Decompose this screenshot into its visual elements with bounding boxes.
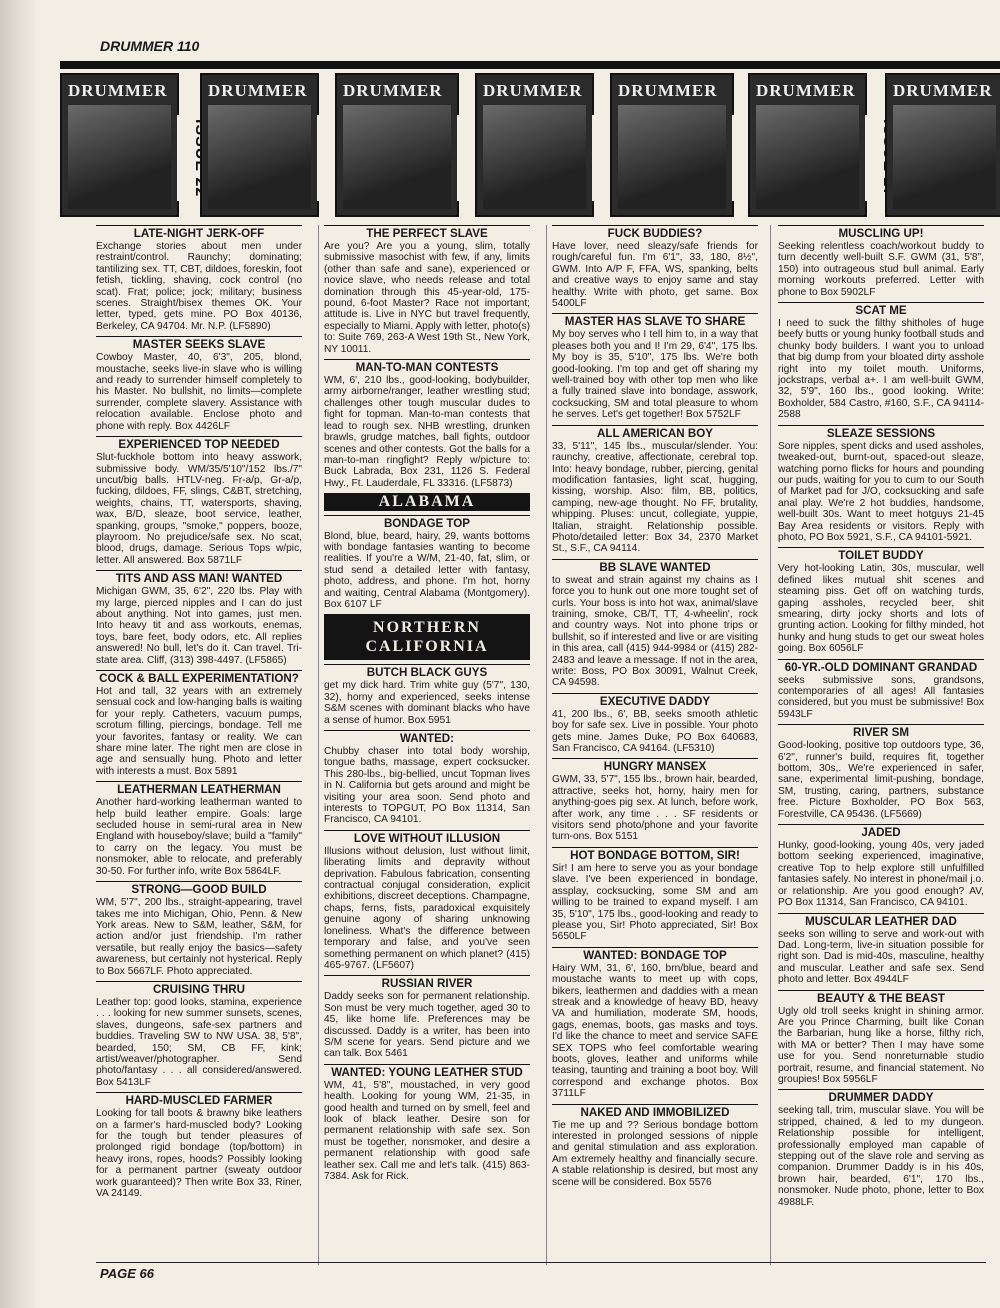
magazine-cover [748, 73, 867, 217]
classified-ad [324, 664, 530, 726]
classified-ad [324, 730, 530, 826]
ad-body: Sir! I am here to serve you as your bondage slave. I've been experienced in bondage, assplay, cocksucking, some SM and am willing to be trained to expand myself. I am 35, 5'10", 175 lbs., good-looking and ready to please you, Sir! Photo appreciated, Sir! Box 5650LF [552, 862, 758, 943]
ad-headline: COCK & BALL EXPERIMENTATION? [96, 670, 302, 685]
magazine-cover [475, 73, 594, 217]
ad-headline: BB SLAVE WANTED [552, 559, 758, 574]
cover-masthead: DRUMMER [68, 81, 168, 100]
page-number: PAGE 66 [100, 1266, 154, 1281]
cover-photo [618, 105, 726, 209]
classified-ad [552, 947, 758, 1100]
ad-headline: FUCK BUDDIES? [552, 225, 758, 240]
region-header-northern-california [324, 614, 530, 660]
ad-body: Good-looking, positive top outdoors type, 36, 6'2", runner's build, requires fit, together bottom, 30s,. We're experienced in safer, sane, experimental limit-pushing, bondage, SM, trusting, caring, partners, substance free. Picture Boxholder, PO Box 563, Forestville, CA 95436. (LF5669) [778, 740, 984, 820]
magazine-cover [200, 73, 319, 217]
ad-body: Have lover, need sleazy/safe friends for rough/careful fun. I'm 6'1", 33, 180, 8½", GWM. Into A/P F, FFA, WS, spanking, belts and creative ways to enjoy same and stay healthy. Write with photo, get same. Box 5400LF [552, 241, 758, 310]
ad-headline: LOVE WITHOUT ILLUSION [324, 830, 530, 845]
classified-ad [778, 724, 984, 820]
classified-ad [324, 830, 530, 971]
ad-headline: SLEAZE SESSIONS [778, 425, 984, 440]
classified-ad [324, 225, 530, 355]
column-rule [318, 225, 319, 1265]
ad-headline: HARD-MUSCLED FARMER [96, 1092, 302, 1107]
ad-body: seeks submissive sons, grandsons, contemporaries of all ages! All fantasies considered, but you must be submissive! Box 5943LF [778, 674, 984, 720]
cover-strip [60, 55, 1000, 215]
ad-headline: SCAT ME [778, 302, 984, 317]
region-line-2: CALIFORNIA [365, 638, 489, 656]
column-rule [546, 225, 547, 1265]
column-3 [552, 225, 758, 1192]
ad-body: seeks son willing to serve and work-out with Dad. Long-term, live-in situation possible for right son. Dad is mid-40s, masculine, healthy and muscular. Leather and safe sex. Send photo and letter. Box 4944LF [778, 928, 984, 986]
footer-rule [96, 1262, 986, 1263]
ad-body: Michigan GWM, 35, 6'2", 220 lbs. Play with my large, pierced nipples and I can do just about anything. Not into games, just men. Into heavy tit and ass workouts, enemas, toys, bare feet, body odors, etc. All replies answered! No bull, let's do it. Can travel. Tri-state area. Cliff, (313) 398-4497. (LF5865) [96, 586, 302, 666]
cover-masthead: DRUMMER [893, 81, 993, 100]
ad-body: WM, 5'7", 200 lbs., straight-appearing, travel takes me into Michigan, Ohio, Penn. & New York areas. New to S&M, leather, S&M, for action and/or just friendship. I'm rather versatile, but really enjoy the basics—safety awareness, but certainly not hysterical. Reply to Box 5667LF. Photo appreciated. [96, 897, 302, 977]
ad-headline: LATE-NIGHT JERK-OFF [96, 225, 302, 240]
classified-ad [96, 881, 302, 977]
ad-headline: DRUMMER DADDY [778, 1089, 984, 1104]
ad-body: to sweat and strain against my chains as I force you to hunk out one more tought set of curls. Your boss is into hot wax, animal/slave training, smoke, CB/T, TT, 4-wheelin', rock and country ways. Not into phone trips or bullshit, so if interested and live or are visiting in this area, call (415) 944-9984 or (415) 282-2483 and leave a message. If not in the area, write: Boss, PO Box 30091, Walnut Creek, CA 94598. [552, 574, 758, 689]
ad-headline: EXECUTIVE DADDY [552, 693, 758, 708]
classified-ad [324, 515, 530, 611]
page-binding [0, 0, 40, 1308]
cover-photo [483, 105, 586, 209]
magazine-cover [610, 73, 734, 217]
ad-body: Tie me up and ?? Serious bondage bottom interested in prolonged sessions of nipple and genital stimulation and ass exploration. Am extremely healthy and financially secure. A stable relationship is desired, but most any scene will be considered. Box 5576 [552, 1119, 758, 1188]
ad-body: 33, 5'11", 145 lbs., muscular/slender. You: raunchy, creative, affectionate, cerebral top. Into: heavy bondage, rubber, piercing, genital modification fantasies, light scat, hugging, kissing, worship. Also: film, BB, politics, camping, new-age thought. No FF, brutality, whipping. Pluses: uncut, collegiate, yuppie, Italian, straight. Relationship possible. Photo/detailed letter: Box 34, 2370 Market St., S.F., CA 94114. [552, 440, 758, 555]
ad-headline: MUSCULAR LEATHER DAD [778, 913, 984, 928]
ad-body: Sore nipples, spent dicks and used assholes, tweaked-out, burnt-out, spaced-out sleaze, watching porno flicks for hours and pounding our puds, waiting for you to cum to our South of Market pad for J/O, cocksucking and safe anal play. We're 2 hot buddies, handsome, well-built 30s. Want to meet hotguys 21-45 Bay Area residents or visitors. Reply with photo, PO Box 5921, S.F., CA 94101-5921. [778, 440, 984, 543]
ad-headline: BONDAGE TOP [324, 515, 530, 530]
cover-masthead: DRUMMER [483, 81, 583, 100]
classified-ad [96, 436, 302, 566]
ad-headline: BUTCH BLACK GUYS [324, 664, 530, 679]
ad-body: Hot and tall, 32 years with an extremely sensual cock and low-hanging balls is waiting for your reply. Catheters, vacuum pumps, scrotum filling, piercings, bondage. Tell me your favorites, fantasy or reality. We can share mine later. The right men are close in age and sensually hung. Photo and letter with interests a must. Box 5891 [96, 686, 302, 777]
column-4 [778, 225, 984, 1212]
ad-body: 41, 200 lbs., 6', BB, seeks smooth athletic boy for safe sex. Live in possible. Your photo gets mine. James Duke, PO Box 640683, San Francisco, CA 94164. (LF5310) [552, 708, 758, 755]
ad-headline: 60-YR.-OLD DOMINANT GRANDAD [778, 659, 984, 674]
cover-photo [208, 105, 311, 209]
classified-ad [552, 758, 758, 842]
ad-headline: WANTED: YOUNG LEATHER STUD [324, 1064, 530, 1079]
ad-body: Ugly old troll seeks knight in shining armor. Are you Prince Charming, built like Conan the Barbarian, hung like a horse, filthy rich, with MA or better? Then I may have some use for you. Send nonreturnable studio portrait, resume, and financial statement. No groupies! Box 5956LF [778, 1005, 984, 1085]
classified-ad [96, 225, 302, 332]
column-rule [770, 225, 771, 1265]
classified-ad [778, 425, 984, 544]
cover-masthead: DRUMMER [208, 81, 308, 100]
ad-headline: LEATHERMAN LEATHERMAN [96, 781, 302, 796]
classified-ad [778, 302, 984, 421]
classified-ad [324, 359, 530, 489]
ad-body: Seeking relentless coach/workout buddy to turn decently well-built S.F. GWM (31, 5'8", 150) into outrageous stud bull animal. Early morning workouts preferred. Letter with phone to Box 5902LF [778, 241, 984, 298]
classified-ad [778, 1089, 984, 1208]
ad-headline: BEAUTY & THE BEAST [778, 990, 984, 1005]
classified-ad [552, 693, 758, 755]
ad-body: Illusions without delusion, lust without limit, liberating limits and depravity without deprivation. Fabulous fabrication, consenting contractual conjugal consideration, explicit exhibitions, discreet deceptions. Champagne, chaps, ferns, fists, paradoxical exquisitely genuine agony of sharing unknowing loneliness. What's the difference between temporary and false, and you've seen something permanent on which planet? (415) 465-9767. (LF5607) [324, 845, 530, 971]
cover-strip-band [60, 61, 1000, 69]
classified-ad [778, 547, 984, 654]
ad-headline: THE PERFECT SLAVE [324, 225, 530, 240]
classified-ad [96, 570, 302, 666]
ad-body: WM, 41, 5'8", moustached, in very good health. Looking for young WM, 21-35, in good health and turned on by smell, feel and look of black leather. Desire son for permanent relationship with safe sex. Son must be together, nonsmoker, and desire a permanent relationship with good safe leather sex. Call me and let's talk. (415) 863-7384. Ask for Rick. [324, 1079, 530, 1182]
ad-body: Daddy seeks son for permanent relationship. Son must be very much together, aged 30 to 45, like home life. Preferences may be discussed. Daddy is a writer, has been into S/M scene for years. Send picture and we can talk. Box 5461 [324, 991, 530, 1060]
ad-body: GWM, 33, 5'7", 155 lbs., brown hair, bearded, attractive, seeks hot, horny, hairy men for anything-goes pig sex. At lunch, before work, after work, any time . . . SF residents or visitors send photo/phone and your favorite turn-ons. Box 5151 [552, 774, 758, 843]
ad-headline: WANTED: BONDAGE TOP [552, 947, 758, 962]
cover-photo [893, 105, 996, 209]
ad-body: My boy serves who I tell him to, in a way that pleases both you and I! I'm 29, 6'4", 175 lbs. My boy is 35, 5'10", 175 lbs. We're both good-looking. I'm top and get off sharing my well-trained boy with other top men who like a fully trained slave into bondage, asswork, cocksucking, SM and total pleasure to whom he serves. Let's get together! Box 5752LF [552, 329, 758, 421]
ad-body: Leather top: good looks, stamina, experience . . . looking for new summer sunsets, scenes, slaves, dungeons, safe-sex partners and buddies. Traveling SW to NW USA. 38, 5'8", bearded, 150; SM, CB FF, kink; artist/weaver/photographer. Send photo/fantasy . . . all considered/answered. Box 5413LF [96, 996, 302, 1088]
ad-headline: JADED [778, 824, 984, 839]
classified-ad [552, 1104, 758, 1188]
ad-headline: CRUISING THRU [96, 981, 302, 996]
classified-ad [324, 1064, 530, 1183]
column-1 [96, 225, 302, 1203]
classified-ad [778, 990, 984, 1086]
magazine-cover [335, 73, 459, 217]
classified-ad [552, 559, 758, 689]
magazine-cover [885, 73, 1000, 217]
classified-ad [552, 225, 758, 309]
ad-body: seeking tall, trim, muscular slave. You will be stripped, chained, & led to my dungeon. Relationship possible for intelligent, professionally employed man capable of stepping out of the slave role and serving as companion. Drummer Daddy is in his 40s, brown hair, bearded, 6'1", 170 lbs., nonsmoker. Nude photo, phone, letter to Box 4988LF. [778, 1105, 984, 1208]
column-2 [324, 225, 530, 1186]
page-header: DRUMMER 110 [100, 38, 200, 54]
ad-headline: TOILET BUDDY [778, 547, 984, 562]
classified-ad [552, 425, 758, 555]
ad-headline: RUSSIAN RIVER [324, 975, 530, 990]
cover-photo [343, 105, 451, 209]
classified-ad [778, 659, 984, 721]
ad-body: Looking for tall boots & brawny bike leathers on a farmer's hard-muscled body? Looking for the tough but tender pleasures of prolonged rigid bondage (top/bottom) in heavy irons, ropes, hoods? Possibly looking for a permanent partner (sweaty outdoor work guaranteed)? Then write Box 33, Riner, VA 24149. [96, 1108, 302, 1200]
ad-body: WM, 6', 210 lbs., good-looking, bodybuilder, army airborne/ranger, leather wrestling stud; challenges other tough muscular dudes to fight for topman. Man-to-man contests that lead to rough sex. NHB wrestling, drunken brawls, grudge matches, ball fights, outdoor scenes and other contests. Got the balls for a man-to-man ringfight? Reply w/picture to: Buck Labrada, Box 231, 1126 S. Federal Hwy., Ft. Lauderdale, FL 33316. (LF5873) [324, 375, 530, 489]
classified-ad [778, 824, 984, 908]
classified-ad [96, 1092, 302, 1199]
cover-masthead: DRUMMER [756, 81, 856, 100]
ad-headline: HOT BONDAGE BOTTOM, SIR! [552, 847, 758, 862]
ad-body: Slut-fuckhole bottom into heavy asswork, submissive body. WM/35/5'10"/152 lbs./7" uncut/big balls. HTLV-neg. Fr-a/p, Gr-a/p, fucking, dildoes, FF, slings, C&BT, stretching, weights, chains, TT, watersports, shaving, wax, B/D, sleaze, boot service, leather, spanking, groups, "smoke," poppers, booze, playroom. No prejudice/safe sex. No scat, blood, drugs, damage. Serious Tops w/pic, letter. All answered. Box 5871LF [96, 452, 302, 566]
classified-ad [96, 981, 302, 1088]
ad-body: Very hot-looking Latin, 30s, muscular, well defined likes mutual shit scenes and steaming piss. Get off on watching turds, gaping assholes, recycled beer, shit smearing, dirty jocky shorts and lots of grunting action. Looking for filthy minded, hot hunky and hung studs to get our sweat holes going. Box 6056LF [778, 563, 984, 655]
classified-ad [96, 670, 302, 777]
ad-headline: NAKED AND IMMOBILIZED [552, 1104, 758, 1119]
classified-ad [778, 913, 984, 986]
ad-headline: HUNGRY MANSEX [552, 758, 758, 773]
ad-headline: MAN-TO-MAN CONTESTS [324, 359, 530, 374]
ad-headline: EXPERIENCED TOP NEEDED [96, 436, 302, 451]
ad-headline: ALL AMERICAN BOY [552, 425, 758, 440]
ad-body: get my dick hard. Trim white guy (5'7", 130, 32), horny and experienced, seeks intense S&M scenes with dominant blacks who have a sense of humor. Box 5951 [324, 680, 530, 726]
ad-body: Exchange stories about men under restraint/control. Raunchy; dominating; tantilizing sex. TT, CBT, dildoes, foreskin, foot fetish, tickling, shaving, cock control (no scat). Frat; police; jock; military; business scenes. Straight/bisex themes OK. Your letter, typed, gets mine. PO Box 40136, Berkeley, CA 94704. Mr. N.P. (LF5890) [96, 241, 302, 332]
region-line-1: NORTHERN [373, 619, 481, 637]
ad-headline: WANTED: [324, 730, 530, 745]
ad-body: Another hard-working leatherman wanted to help build leather empire. Goals: large secluded house in semi-rural area in New England with houseboy/slave; build a "family" to carry on the legacy. You must be nonsmoker, able to relocate, and preferably 30-50. For further info, write Box 5864LF. [96, 797, 302, 877]
ad-body: Chubby chaser into total body worship, tongue baths, massage, expert cocksucker. This 280-lbs., big-bellied, uncut Topman lives in N. California but gets around and might be visiting your area soon. Send photo and interests to TOPGUT, PO Box 11314, San Francisco, CA 94101. [324, 746, 530, 826]
cover-photo [68, 105, 171, 209]
ad-headline: STRONG—GOOD BUILD [96, 881, 302, 896]
region-header-alabama: ALABAMA [324, 493, 530, 510]
ad-headline: MASTER SEEKS SLAVE [96, 336, 302, 351]
classified-ad [778, 225, 984, 298]
classified-ad [552, 847, 758, 943]
ad-headline: MASTER HAS SLAVE TO SHARE [552, 313, 758, 328]
ad-body: Hunky, good-looking, young 40s, very jaded bottom seeking experienced, imaginative, creative Top to help explore still unfulfilled fantasies safely. No interest in phone/mail j.o. or relationship. Are you good enough? AV, PO Box 11314, San Francisco, CA 94101. [778, 840, 984, 909]
ad-body: Are you? Are you a young, slim, totally submissive masochist with few, if any, limits (other than safe and sane), experienced or novice slave, who needs release and total domination through this 45-year-old, 175-pound, 6-foot Master? Race not important; attitude is. Live in NYC but travel frequently, especially to Miami. Apply with letter, photo(s) to: Suite 769, 263-A West 19th St., New York, NY 10011. [324, 241, 530, 355]
classified-ad [96, 781, 302, 877]
ad-headline: RIVER SM [778, 724, 984, 739]
ad-body: Cowboy Master, 40, 6'3", 205, blond, moustache, seeks live-in slave who is willing and ready to surrender himself completely to his Master. No bullshit, no limits—complete surrender, complete slavery. Assistance with relocation available. Enclose photo and phone with reply. Box 4426LF [96, 352, 302, 432]
ad-headline: MUSCLING UP! [778, 225, 984, 240]
cover-photo [756, 105, 859, 209]
classified-ad [552, 313, 758, 420]
ad-body: Blond, blue, beard, hairy, 29, wants bottoms with bondage fantasies wanting to become realities. If you're a W/M, 21-40, fat, slim, or stud send a detailed letter with fantasy, photo, address, and phone. I'm hot, horny and waiting, Central Alabama (Montgomery). Box 6107 LF [324, 530, 530, 610]
ad-body: Hairy WM, 31, 6', 160, brn/blue, beard and moustache wants to meet up with cops, bikers, leathermen and daddies with a mean streak and a knowledge of heavy BD, heavy VA and humiliation, moderate SM, hoods, gags, enemas, boots, gas masks and toys. I'd like the chance to meet and service SAFE SEX TOPS who feel comfortable wearing boots, gloves, leather and uniforms while teasing, taunting and training a boot boy. Will correspond and exchange photos. Box 3711LF [552, 962, 758, 1100]
classified-ad [324, 975, 530, 1059]
magazine-cover [60, 73, 179, 217]
classified-ad [96, 336, 302, 432]
ad-body: I need to suck the filthy shitholes of huge beefy butts or young hunky football studs and chunky body builders. I want you to unload that big dump from your bloated dirty asshole right into my toilet mouth. Uniforms, jockstraps, verbal a+. I am well-built GWM, 32, 5'9", 160 lbs., good looking. Write: Boxholder, 584 Castro, #160, S.F., CA 94114-2588 [778, 318, 984, 421]
ad-headline: TITS AND ASS MAN! WANTED [96, 570, 302, 585]
cover-masthead: DRUMMER [343, 81, 443, 100]
cover-masthead: DRUMMER [618, 81, 718, 100]
